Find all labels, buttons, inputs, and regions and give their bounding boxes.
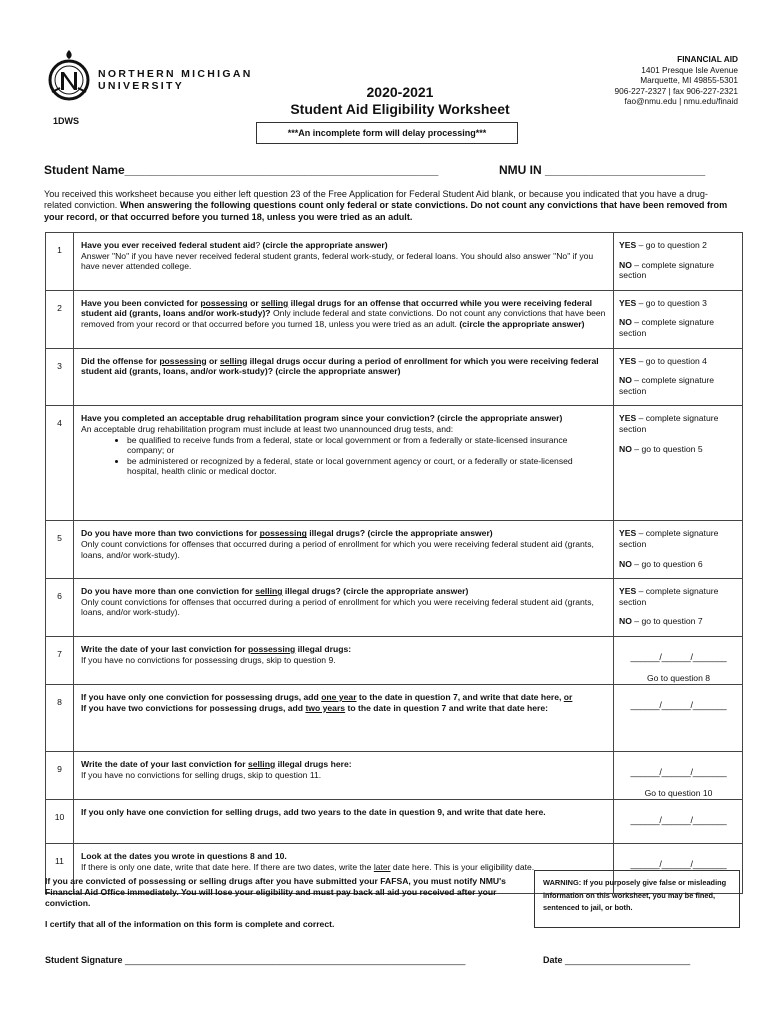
question-text: Do you have more than two convictions for possessing illegal drugs? (circle the appropriate answer) Only count convictions for offenses that occurred during a period of enrollment for which you were receiving federal student aid (grants, loans, and/or work-study). bbox=[74, 521, 614, 579]
question-text: Do you have more than one conviction for selling illegal drugs? (circle the appropriate answer) Only count convictions for offenses that occurred during a period of enrollment for which you were receiving federal student aid (grants, loans, and/or work-study). bbox=[74, 579, 614, 637]
no-option[interactable]: NO – complete signature section bbox=[619, 375, 715, 396]
answer-cell bbox=[614, 406, 743, 521]
question-row-2 bbox=[46, 290, 743, 348]
intro-bold: When answering the following questions count only federal or state convictions. Do not count any convictions that have been removed from your record, or that occurred before you turned 18, unless you were tried as an adult. bbox=[44, 200, 728, 222]
question-text: Have you ever received federal student aid? (circle the appropriate answer) Answer "No" if you have never received federal student grants, federal work-study, or federal loans. You should also answer "No" if you have never attended college. bbox=[74, 233, 614, 291]
university-name-line1: NORTHERN MICHIGAN bbox=[98, 68, 253, 80]
question-text: Did the offense for possessing or selling illegal drugs occur during a period of enrollment for which you were receiving federal student aid (grants, loans, and/or work-study)? (circle the appropriate answer) bbox=[74, 348, 614, 406]
question-text: Have you been convicted for possessing or selling illegal drugs for an offense that occurred while you were receiving federal student aid (grants, loans and/or work-study)? Only include federal and state convictions. Do not count any convictions that have been removed from your record or that occurred before you turned 18, unless you were tried as an adult. (circle the appropriate answer) bbox=[74, 290, 614, 348]
signature-row bbox=[45, 955, 745, 965]
certification-statement: I certify that all of the information on this form is complete and correct. bbox=[45, 919, 335, 929]
university-wordmark bbox=[98, 68, 253, 92]
title-block bbox=[250, 84, 550, 118]
yes-option[interactable]: YES – complete signature section bbox=[619, 413, 719, 434]
yes-option[interactable]: YES – complete signature section bbox=[619, 528, 719, 549]
signature-field[interactable]: ____________________________________________________________________ bbox=[125, 955, 466, 965]
question-number: 8 bbox=[46, 684, 74, 751]
answer-cell bbox=[614, 521, 743, 579]
question-number: 3 bbox=[46, 348, 74, 406]
question-number: 2 bbox=[46, 290, 74, 348]
question-number: 11 bbox=[46, 843, 74, 893]
intro-paragraph bbox=[44, 189, 734, 223]
yes-option[interactable]: YES – go to question 3 bbox=[619, 297, 707, 308]
office-address-line2: Marquette, MI 49855-5301 bbox=[640, 75, 738, 85]
no-option[interactable]: NO – go to question 5 bbox=[619, 443, 703, 454]
yes-option[interactable]: YES – go to question 4 bbox=[619, 355, 707, 366]
yes-option[interactable]: YES – complete signature section bbox=[619, 586, 719, 607]
intro-plain: You received this worksheet because you either left question 23 of the Free Application for Federal Student Aid blank, or because you indicated that you have a drug-related conviction. bbox=[44, 189, 708, 211]
question-row-9 bbox=[46, 751, 743, 799]
question-number: 1 bbox=[46, 233, 74, 291]
conviction-notice: If you are convicted of possessing or selling drugs after you have submitted your FAFSA, you must notify NMU's Financial Aid Office immediately. You will lose your eligibility and must pay back all aid you received after your conviction. bbox=[45, 876, 506, 908]
date-input[interactable]: ______/______/_______ bbox=[630, 814, 727, 825]
answer-cell bbox=[614, 751, 743, 799]
question-number: 9 bbox=[46, 751, 74, 799]
question-number: 7 bbox=[46, 636, 74, 684]
date-input[interactable]: ______/______/_______ bbox=[630, 858, 727, 869]
office-web: fao@nmu.edu | nmu.edu/finaid bbox=[624, 96, 738, 106]
date-group bbox=[543, 955, 690, 965]
office-phone: 906-227-2327 | fax 906-227-2321 bbox=[614, 85, 738, 96]
answer-cell bbox=[614, 348, 743, 406]
question-row-1 bbox=[46, 233, 743, 291]
office-address bbox=[615, 54, 738, 107]
goto-note: Go to question 8 bbox=[646, 672, 711, 683]
question-row-6 bbox=[46, 579, 743, 637]
no-option[interactable]: NO – go to question 6 bbox=[619, 558, 703, 569]
incomplete-notice: ***An incomplete form will delay processing*** bbox=[256, 122, 518, 144]
date-input[interactable]: ______/______/_______ bbox=[630, 699, 727, 710]
question-row-4 bbox=[46, 406, 743, 521]
no-option[interactable]: NO – complete signature section bbox=[619, 317, 715, 338]
office-address-line1: 1401 Presque Isle Avenue bbox=[641, 64, 738, 75]
no-option[interactable]: NO – complete signature section bbox=[619, 259, 715, 281]
question-detail: Answer "No" if you have never received federal student grants, federal work-study, or federal loans. You should also answer "No" if you have never attended college. bbox=[81, 250, 594, 272]
date-field[interactable]: _________________________ bbox=[565, 955, 691, 965]
date-input[interactable]: ______/______/_______ bbox=[630, 766, 727, 777]
nmu-seal-logo bbox=[46, 48, 92, 102]
date-input[interactable]: ______/______/_______ bbox=[630, 651, 727, 662]
student-name-field[interactable]: Student Name_______________________________________________ bbox=[44, 163, 439, 177]
goto-note: Go to question 10 bbox=[644, 787, 713, 798]
answer-cell bbox=[614, 636, 743, 684]
questions-table bbox=[45, 232, 743, 894]
answer-cell bbox=[614, 684, 743, 751]
bullet-item: • be qualified to receive funds from a federal, state or local government or from a federally or state-licensed insurance company; or bbox=[127, 435, 607, 456]
question-row-8 bbox=[46, 684, 743, 751]
answer-cell bbox=[614, 579, 743, 637]
question-text: If you only have one conviction for selling drugs, add two years to the date in question 9, and write that date here. bbox=[74, 799, 614, 843]
question-number: 4 bbox=[46, 406, 74, 521]
form-id: 1DWS bbox=[53, 116, 80, 126]
question-text: Look at the dates you wrote in questions 8 and 10. If there is only one date, write that date here. If there are two dates, write the later date here. This is your eligibility date. bbox=[74, 843, 614, 893]
question-text: Write the date of your last conviction for selling illegal drugs here: If you have no convictions for selling drugs, skip to question 11. bbox=[74, 751, 614, 799]
office-name: FINANCIAL AID bbox=[677, 54, 738, 64]
answer-cell bbox=[614, 233, 743, 291]
date-label: Date bbox=[543, 955, 563, 965]
award-year: 2020-2021 bbox=[366, 84, 434, 100]
no-option[interactable]: NO – go to question 7 bbox=[619, 616, 703, 627]
question-number: 5 bbox=[46, 521, 74, 579]
answer-cell bbox=[614, 290, 743, 348]
answer-cell bbox=[614, 799, 743, 843]
question-row-10 bbox=[46, 799, 743, 843]
question-row-5 bbox=[46, 521, 743, 579]
nmu-in-field[interactable]: NMU IN ________________________ bbox=[499, 163, 706, 177]
yes-option[interactable]: YES – go to question 2 bbox=[619, 240, 707, 250]
question-text: Write the date of your last conviction for possessing illegal drugs: If you have no convictions for possessing drugs, skip to question 9. bbox=[74, 636, 614, 684]
question-number: 10 bbox=[46, 799, 74, 843]
university-name-line2: UNIVERSITY bbox=[98, 80, 185, 92]
student-info-row bbox=[44, 163, 744, 177]
signature-label: Student Signature bbox=[45, 955, 123, 965]
question-row-3 bbox=[46, 348, 743, 406]
bullet-item: • be administered or recognized by a federal, state or local government agency or court, or a federally or state-licensed hospital, health clinic or medical doctor. bbox=[127, 456, 607, 477]
question-number: 6 bbox=[46, 579, 74, 637]
warning-box: WARNING: If you purposely give false or misleading information on this worksheet, you may be fined, sentenced to jail, or both. bbox=[534, 870, 740, 928]
question-text: If you have only one conviction for possessing drugs, add one year to the date in question 7, and write that date here, or If you have two convictions for possessing drugs, add two years to the date in question 7 and write that date here: bbox=[74, 684, 614, 751]
question-text: Have you completed an acceptable drug rehabilitation program since your conviction? (circle the appropriate answer) An acceptable drug rehabilitation program must include at least two unannounced drug tests, and: • be qualified to receive funds from a federal, state or local government or from a federally or state-licensed insurance company; or • be administered or recognized by a federal, state or local government agency or court, or a federally or state-licensed hospital, health clinic or medical doctor. bbox=[74, 406, 614, 521]
question-row-7 bbox=[46, 636, 743, 684]
form-title: Student Aid Eligibility Worksheet bbox=[290, 101, 510, 117]
